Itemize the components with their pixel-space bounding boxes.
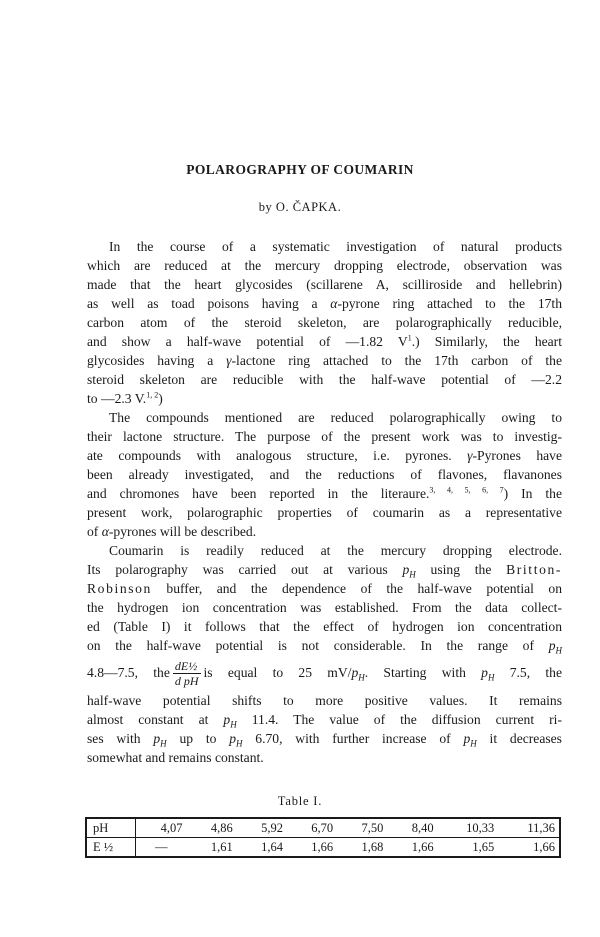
table-cell: 8,40 <box>387 818 437 838</box>
text-line: carbon atom of the steroid skeleton, are polarographically reducible, <box>87 315 562 330</box>
text-line: on the half-wave potential is not considerable. In the range of $p_H$ <box>87 638 562 656</box>
text-line: and show a half-wave potential of —1.82 $V^1$.) Similarly, the heart <box>87 333 562 349</box>
text-line: as well as toad poisons having a α-pyrone ring attached to the 17th <box>87 296 562 311</box>
text-line: 4.8—7.5, the $\frac{\text{dE½}}{\text{d pH}}$ is equal to 25 $mV/p_H$. Starting with $p_H$ 7.5, the <box>87 659 563 689</box>
text-line: been already investigated, and the reductions of flavones, flavanones <box>87 467 562 482</box>
text-line: half-wave potential shifts to more positive values. It remains <box>87 693 562 708</box>
table-cell: — <box>155 839 168 854</box>
table-cell: 1,68 <box>361 839 384 854</box>
table-cell: 1,64 <box>261 839 283 854</box>
table-cell: 4,07 <box>136 818 187 838</box>
table-row <box>86 838 560 858</box>
table-cell: 4,86 <box>187 818 237 838</box>
text-line: Coumarin is readily reduced at the mercury dropping electrode. <box>109 543 562 558</box>
table-cell: 5,92 <box>237 818 287 838</box>
text-line: somewhat and remains constant. <box>87 750 264 765</box>
text-line: In the course of a systematic investigation of natural products <box>109 239 562 254</box>
text-line: almost constant at $p_H$ 11.4. The value of the diffusion current ri- <box>87 712 562 730</box>
text-line: the hydrogen ion concentration was established. From the data collect- <box>87 600 562 615</box>
paper-title: POLAROGRAPHY OF COUMARIN <box>186 162 414 177</box>
table-row-label: pH <box>86 818 136 838</box>
table-cell: 1,65 <box>472 839 495 854</box>
table-cell: 10,33 <box>438 818 499 838</box>
text-line: The compounds mentioned are reduced polarographically owing to <box>109 410 562 425</box>
table-caption: Table I. <box>277 794 323 808</box>
text-line: ses with $p_H$ up to $p_H$ 6.70, with further increase of $p_H$ it decreases <box>87 731 562 749</box>
text-line: their lactone structure. The purpose of the present work was to investig- <box>87 429 562 444</box>
text-line: present work, polarographic properties of coumarin as a representative <box>87 505 562 520</box>
table-row <box>86 818 560 838</box>
table-cell: 1,66 <box>411 839 434 854</box>
table-cell: 1,66 <box>311 839 334 854</box>
text-line: which are reduced at the mercury dropping electrode, observation was <box>87 258 562 273</box>
text-line: Its polarography was carried out at various $p_H$ using the Britton- <box>87 562 562 580</box>
data-table <box>85 817 561 858</box>
text-line: steroid skeleton are reducible with the half-wave potential of —2.2 <box>87 372 562 387</box>
text-line: Robinson buffer, and the dependence of the half-wave potential on <box>87 581 562 596</box>
author-byline: by O. ČAPKA. <box>258 200 342 214</box>
derivative-fraction: $\frac{\text{dE½}}{\text{d pH}}$ <box>174 659 199 689</box>
table-cell: 1,66 <box>533 839 555 854</box>
table-cell: 1,61 <box>210 839 233 854</box>
text-line: glycosides having a γ-lactone ring attached to the 17th carbon of the <box>87 353 563 368</box>
text-line: ate compounds with analogous structure, i.e. pyrones. γ-Pyrones have <box>87 448 562 463</box>
table-cell: 11,36 <box>498 818 560 838</box>
text-line: of α-pyrones will be described. <box>87 524 257 539</box>
text-line: made that the heart glycosides (scillarene A, scilliroside and hellebrin) <box>87 277 562 292</box>
text-line: ed (Table I) it follows that the effect of hydrogen ion concentration <box>87 619 562 634</box>
table-cell: 7,50 <box>337 818 387 838</box>
body-text <box>87 237 562 767</box>
text-line: and chromones have been reported in the literaure.$^{3, 4, 5, 6, 7}$) In the <box>87 485 562 501</box>
table-cell: 6,70 <box>287 818 337 838</box>
table-row-label: E ½ <box>86 838 136 858</box>
text-line: to —2.3 V.$^{1, 2}$) <box>87 390 163 406</box>
